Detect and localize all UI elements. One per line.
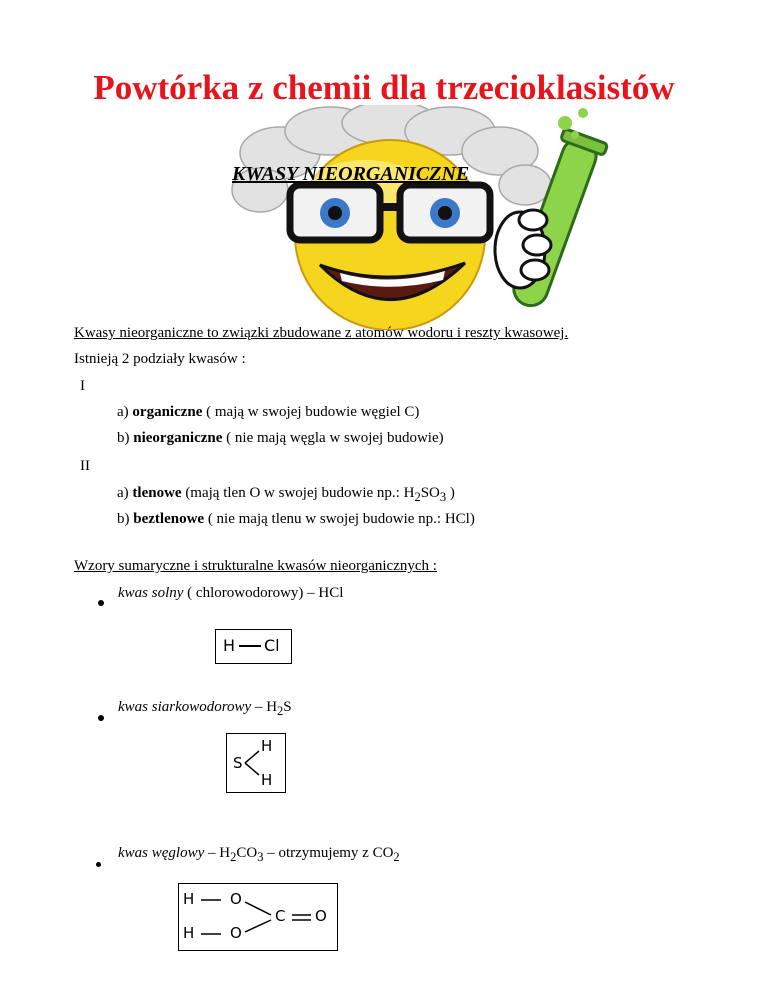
intro-text: Kwasy nieorganiczne to związki zbudowane z atomów wodoru i reszty kwasowej. xyxy=(74,325,569,341)
bullet-icon xyxy=(98,708,104,726)
acid-item-hcl: kwas solny ( chlorowodorowy) – HCl xyxy=(118,585,344,601)
h2co3-structure xyxy=(178,883,338,951)
division1-item-b: b) nieorganiczne ( nie mają węgla w swojej budowie) xyxy=(117,430,444,446)
division-label-1: I xyxy=(80,378,85,394)
h2co3-c-atom: C xyxy=(275,907,286,925)
bullet-icon xyxy=(98,593,104,611)
scientist-smiley-illustration xyxy=(215,105,620,330)
acid-item-h2s: kwas siarkowodorowy – $H_2S$ xyxy=(118,699,292,718)
h2co3-h-atom-top: H xyxy=(183,890,195,908)
h2s-structure xyxy=(226,733,286,793)
hcl-h-atom: H xyxy=(223,636,236,655)
single-bond xyxy=(239,645,261,647)
h2s-h-atom-top: H xyxy=(261,737,273,755)
h2s-h-atom-bottom: H xyxy=(261,771,273,789)
division-label-2: II xyxy=(80,458,90,474)
division2-item-b: b) beztlenowe ( nie mają tlenu w swojej budowie np.: HCl) xyxy=(117,511,475,527)
hcl-cl-atom: Cl xyxy=(264,636,280,655)
h2co3-h-atom-bottom: H xyxy=(183,924,195,942)
formulas-heading: Wzory sumaryczne i strukturalne kwasów nieorganicznych : xyxy=(74,558,437,574)
divisions-intro: Istnieją 2 podziały kwasów : xyxy=(74,351,246,367)
division1-item-a: a) organiczne ( mają w swojej budowie węgiel C) xyxy=(117,404,420,420)
h2co3-o-atom-double: O xyxy=(315,907,327,925)
h2co3-o-atom-top: O xyxy=(230,890,242,908)
section-subtitle: KWASY NIEORGANICZNE xyxy=(232,163,470,185)
division2-item-a: a) tlenowe (mają tlen O w swojej budowie np.: $H_2SO_3$ ) xyxy=(117,485,455,504)
bullet-icon xyxy=(96,854,101,872)
page-title: Powtórka z chemii dla trzecioklasistów xyxy=(93,68,675,107)
hcl-structure xyxy=(215,629,292,664)
h2co3-bonds xyxy=(179,884,337,950)
h2s-s-atom: S xyxy=(233,754,243,772)
h2co3-o-atom-bottom: O xyxy=(230,924,242,942)
acid-item-h2co3: kwas węglowy – $H_2CO_3$ – otrzymujemy z $CO_2$ xyxy=(118,845,400,864)
